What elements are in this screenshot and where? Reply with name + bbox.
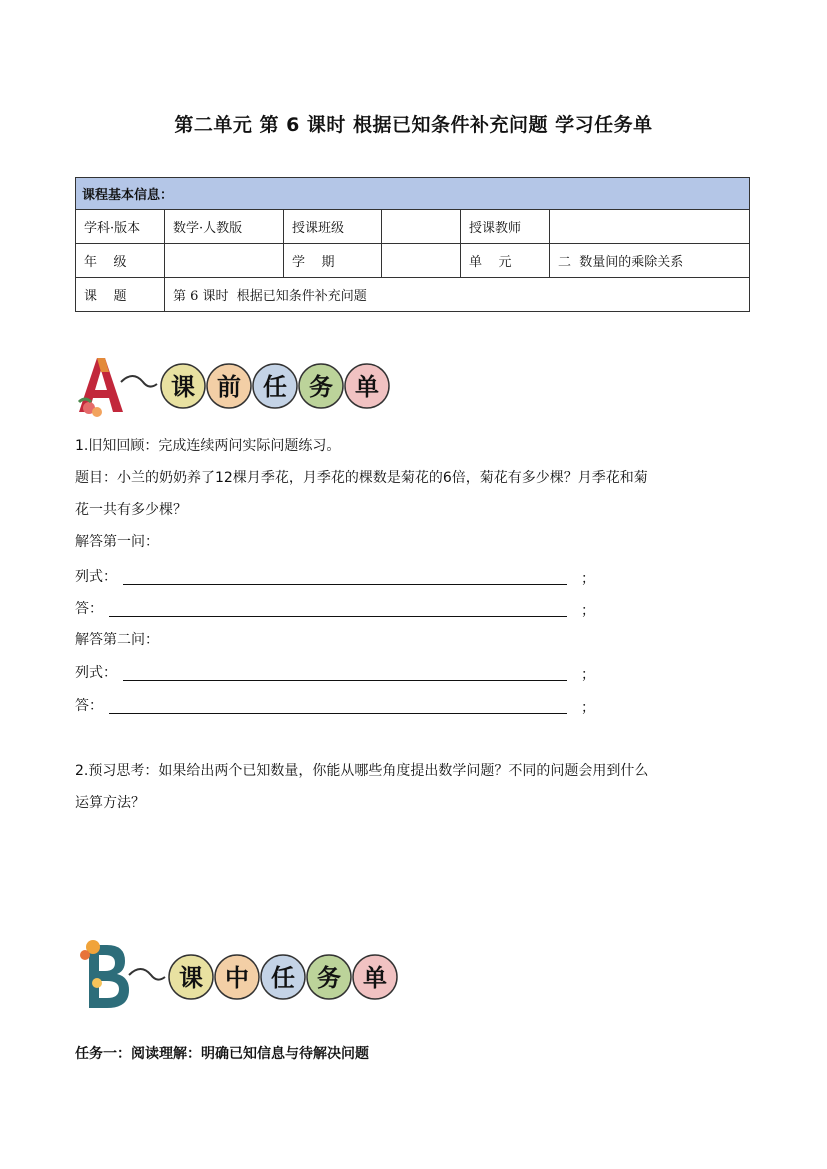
- grade-value: [165, 244, 284, 278]
- teacher-label: 授课教师: [461, 210, 550, 244]
- lesson-value: 第 6 课时 根据已知条件补充问题: [165, 278, 750, 312]
- letter-b-logo: [80, 940, 129, 1008]
- pre-class-banner: [75, 352, 405, 420]
- formula-label: 列式：: [75, 569, 117, 585]
- subject-version-value: 数学·人教版: [165, 210, 284, 244]
- course-info-table: [75, 177, 750, 312]
- banner-char: 课: [171, 373, 195, 401]
- answer-line-1[interactable]: [75, 598, 595, 620]
- unit-label: 单 元: [461, 244, 550, 278]
- banner-char: 任: [271, 964, 295, 992]
- banner-char: 任: [263, 373, 287, 401]
- class-value: [382, 210, 461, 244]
- answer-label: 答：: [75, 698, 103, 714]
- semicolon: ；: [581, 700, 595, 716]
- grade-label: 年 级: [76, 244, 165, 278]
- answer-line-2[interactable]: [75, 695, 595, 717]
- semester-label: 学 期: [284, 244, 382, 278]
- unit-value: 二 数量间的乘除关系: [550, 244, 750, 278]
- semicolon: ；: [581, 667, 595, 683]
- banner-char: 中: [225, 964, 249, 992]
- semicolon: ；: [581, 571, 595, 587]
- answer-label: 答：: [75, 601, 103, 617]
- formula-line-2[interactable]: [75, 662, 595, 684]
- semicolon: ；: [581, 603, 595, 619]
- course-info-header: 课程基本信息：: [76, 178, 750, 210]
- answer-blank[interactable]: [123, 584, 567, 585]
- teacher-value: [550, 210, 750, 244]
- problem-line-2: 花一共有多少棵？: [75, 502, 187, 518]
- part-one-heading: 解答第一问：: [75, 534, 159, 550]
- formula-label: 列式：: [75, 665, 117, 681]
- problem-line-1: 题目：小兰的奶奶养了12棵月季花，月季花的棵数是菊花的6倍，菊花有多少棵？月季花和菊: [75, 470, 648, 486]
- preview-line-1: 2.预习思考：如果给出两个已知数量，你能从哪些角度提出数学问题？不同的问题会用到什么: [75, 763, 649, 779]
- class-label: 授课班级: [284, 210, 382, 244]
- task-one-heading: 任务一：阅读理解：明确已知信息与待解决问题: [75, 1046, 369, 1062]
- banner-char: 单: [355, 373, 379, 401]
- answer-blank[interactable]: [109, 616, 567, 617]
- lesson-label: 课 题: [76, 278, 165, 312]
- answer-blank[interactable]: [123, 680, 567, 681]
- banner-char: 单: [363, 964, 387, 992]
- in-class-banner: [75, 935, 415, 1013]
- subject-version-label: 学科·版本: [76, 210, 165, 244]
- part-two-heading: 解答第二问：: [75, 632, 159, 648]
- banner-char: 务: [309, 373, 333, 401]
- semester-value: [382, 244, 461, 278]
- banner-char: 务: [317, 964, 341, 992]
- page-title: 第二单元 第 6 课时 根据已知条件补充问题 学习任务单: [174, 114, 653, 136]
- banner-char: 前: [217, 373, 241, 401]
- letter-a-logo: [79, 358, 123, 417]
- preview-line-2: 运算方法？: [75, 795, 145, 811]
- review-heading: 1.旧知回顾：完成连续两问实际问题练习。: [75, 438, 341, 454]
- answer-blank[interactable]: [109, 713, 567, 714]
- formula-line-1[interactable]: [75, 566, 595, 588]
- banner-char: 课: [179, 964, 203, 992]
- preview-question: [75, 755, 755, 819]
